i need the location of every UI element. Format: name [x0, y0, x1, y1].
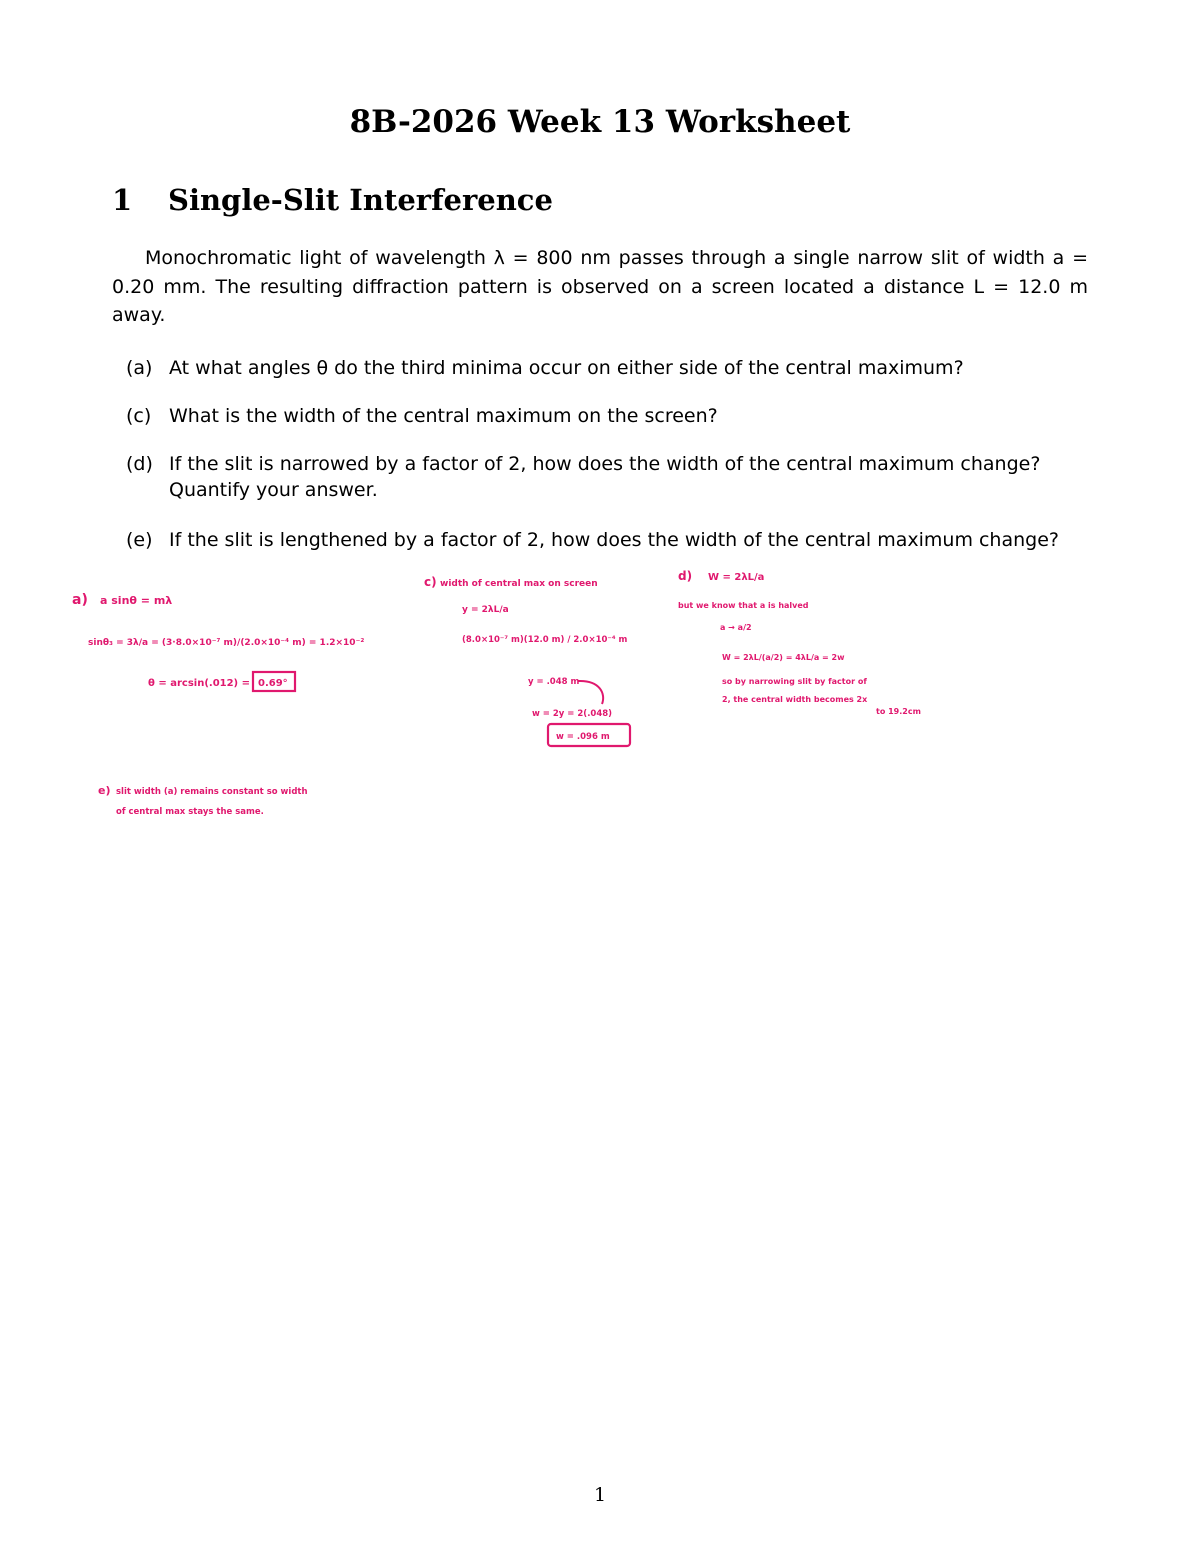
answer-d-line1: but we know that a is halved: [678, 601, 809, 610]
answer-a-result: 0.69°: [258, 678, 288, 689]
answer-c: [424, 575, 630, 746]
answer-a-eq3: θ = arcsin(.012) =: [148, 678, 250, 689]
answer-d: [678, 569, 921, 716]
answer-d-line3: 2, the central width becomes 2x: [722, 695, 868, 704]
answer-c-eq4: w = 2y = 2(.048): [532, 709, 613, 719]
answer-d-eq1: W = 2λL/a: [708, 572, 765, 583]
answer-d-eq2: a → a/2: [720, 623, 752, 632]
answer-d-eq3: W = 2λL/(a/2) = 4λL/a = 2w: [722, 653, 845, 662]
question-label: (e): [126, 529, 153, 551]
question-label: (a): [126, 357, 153, 379]
answer-e-line2: of central max stays the same.: [116, 807, 264, 817]
answer-c-eq1: y = 2λL/a: [462, 605, 509, 615]
question-text: If the slit is lengthened by a factor of 2, how does the width of the central maximum change?: [169, 529, 1059, 551]
answer-a-eq2: sinθ₃ = 3λ/a = (3·8.0×10⁻⁷ m)/(2.0×10⁻⁴ m) = 1.2×10⁻²: [88, 638, 365, 648]
answer-c-heading: width of central max on screen: [440, 579, 598, 589]
answer-d-line2: so by narrowing slit by factor of: [722, 677, 867, 686]
answer-label: a): [72, 592, 88, 608]
answer-label: c): [424, 575, 437, 589]
answer-c-eq3: y = .048 m: [528, 677, 580, 687]
question-text: If the slit is narrowed by a factor of 2, how does the width of the central maximum change? Quantify your answer.: [169, 453, 1041, 501]
section-title: Single-Slit Interference: [168, 183, 553, 217]
answer-e: [98, 784, 308, 817]
problem-statement: Monochromatic light of wavelength λ = 800 nm passes through a single narrow slit of width a = 0.20 mm. The resulting diffraction pattern is observed on a screen located a distance L = 12.0 m away.: [112, 247, 1088, 326]
arrow-icon: [578, 681, 603, 704]
answer-a: [72, 592, 364, 691]
question-label: (d): [126, 453, 153, 475]
answer-label: e): [98, 784, 111, 797]
page-title: 8B-2026 Week 13 Worksheet: [349, 104, 851, 140]
section-number: 1: [112, 183, 133, 217]
question-label: (c): [126, 405, 152, 427]
page-number: 1: [593, 1484, 607, 1506]
question-text: At what angles θ do the third minima occur on either side of the central maximum?: [169, 357, 964, 379]
answer-d-line4: to 19.2cm: [876, 707, 921, 716]
answer-label: d): [678, 569, 693, 583]
answer-a-eq1: a sinθ = mλ: [100, 594, 173, 607]
question-text: What is the width of the central maximum on the screen?: [169, 405, 718, 427]
answer-c-result: w = .096 m: [556, 732, 610, 742]
answer-e-line1: slit width (a) remains constant so width: [116, 787, 308, 797]
answer-c-eq2: (8.0×10⁻⁷ m)(12.0 m) / 2.0×10⁻⁴ m: [462, 635, 628, 645]
